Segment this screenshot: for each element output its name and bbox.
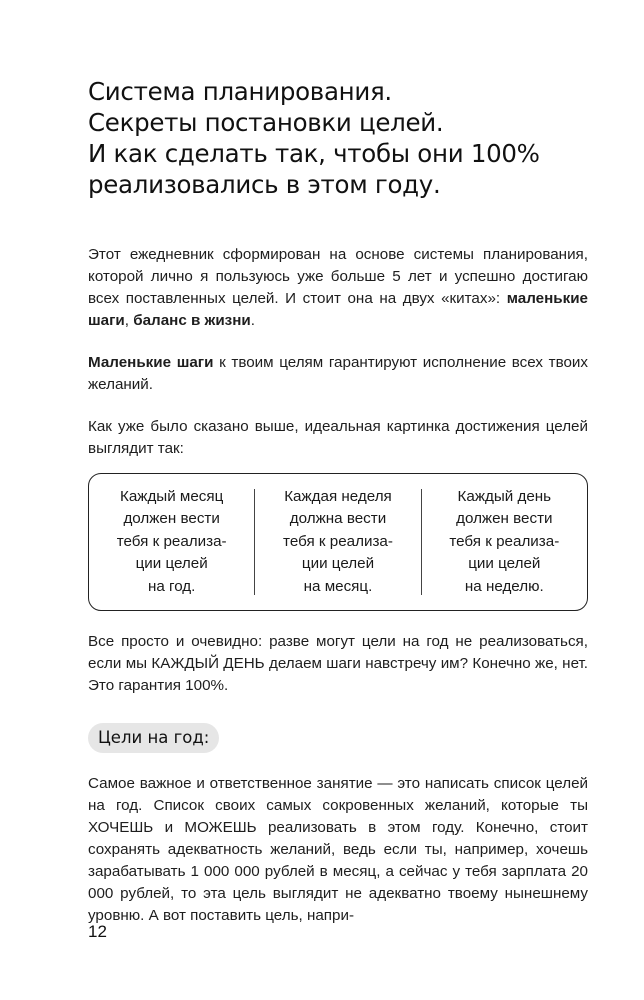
goals-paragraph: Самое важное и ответственное занятие — это написать список целей на год. Список своих самых сокровенных желаний, которые ты ХОЧЕШЬ и МОЖЕШЬ реализовать в этом году. Конечно, стоит сохранять адекватность желаний, ведь если ты, например, хочешь зарабатывать 1 000 000 рублей в месяц, а сейчас у тебя зарплата 20 000 рублей, то эта цель выглядит не адекватно твоему нынешнему уровню. А вот поставить цель, напри- bbox=[88, 775, 588, 924]
title-line: Секреты постановки целей. bbox=[88, 108, 444, 137]
intro-bold-small-steps: маленькие шаги bbox=[88, 290, 588, 329]
small-steps-paragraph bbox=[88, 352, 588, 396]
intro-paragraph bbox=[88, 244, 588, 332]
box-line: на год. bbox=[147, 577, 196, 595]
box-line: должна вести bbox=[289, 510, 387, 528]
picture-intro-paragraph: Как уже было сказано выше, идеальная картинка достижения целей выглядит так: bbox=[88, 418, 588, 457]
box-line: должен вести bbox=[456, 510, 553, 528]
title-line: реализовались в этом году. bbox=[88, 170, 441, 199]
section-label-goals: Цели на год: bbox=[88, 723, 219, 753]
box-line: Каждая неделя bbox=[284, 487, 392, 505]
box-line: Каждый день bbox=[457, 487, 552, 505]
small-steps-bold: Маленькие шаги bbox=[88, 354, 214, 371]
box-line: тебя к реализа- bbox=[283, 532, 393, 550]
page-content bbox=[88, 76, 588, 927]
box-line: ции целей bbox=[301, 555, 375, 573]
box-line: ции целей bbox=[135, 555, 208, 573]
box-line: тебя к реализа- bbox=[449, 532, 560, 550]
box-line: на месяц. bbox=[303, 577, 373, 595]
intro-bold-balance: баланс в жизни bbox=[133, 312, 251, 329]
page-number: 12 bbox=[88, 922, 107, 941]
intro-text: Этот ежедневник сформирован на основе системы планирования, которой лично я пользуюсь уже больше 5 лет и успешно достигаю всех поставленных целей. И стоит она на двух «китах»: bbox=[88, 246, 588, 307]
box-line: тебя к реализа- bbox=[116, 532, 227, 550]
box-line: должен вести bbox=[123, 510, 220, 528]
page-title bbox=[88, 76, 588, 200]
box-column-month bbox=[89, 486, 254, 599]
box-line: ции целей bbox=[468, 555, 541, 573]
box-column-week bbox=[255, 486, 420, 599]
title-line: Система планирования. bbox=[88, 77, 392, 106]
obvious-paragraph: Все просто и очевидно: разве могут цели на год не реализоваться, если мы КАЖДЫЙ ДЕНЬ делаем шаги навстречу им? Конечно же, нет. Это гарантия 100%. bbox=[88, 633, 588, 694]
intro-end: . bbox=[250, 312, 255, 329]
box-line: на неделю. bbox=[464, 577, 544, 595]
box-column-day bbox=[422, 486, 587, 599]
intro-comma: , bbox=[124, 312, 134, 329]
steps-box bbox=[88, 473, 588, 611]
title-line: И как сделать так, чтобы они 100% bbox=[88, 139, 540, 168]
small-steps-text: к твоим целям гарантируют исполнение всех твоих желаний. bbox=[88, 354, 588, 393]
box-line: Каждый месяц bbox=[119, 487, 224, 505]
